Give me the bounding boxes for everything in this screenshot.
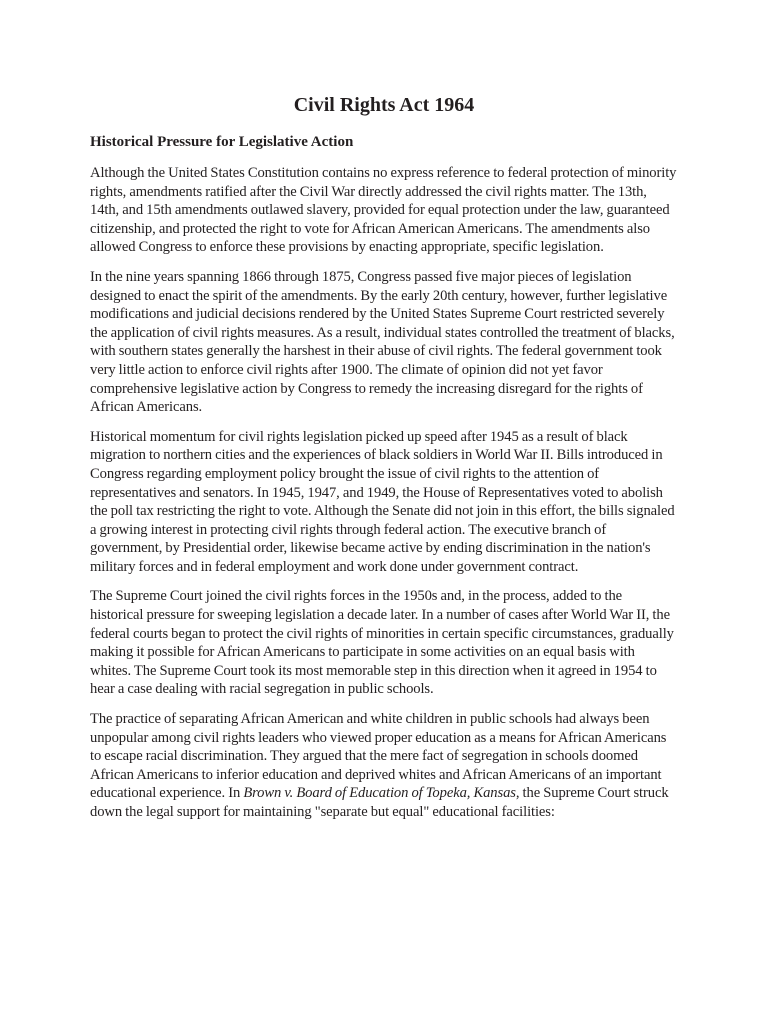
case-name: Brown v. Board of Education of Topeka, Kansas [243, 785, 516, 802]
paragraph-3: Historical momentum for civil rights legislation picked up speed after 1945 as a result of black migration to northern cities and the experiences of black soldiers in World War II. Bills introduced in Congress regarding employment policy brought the issue of civil rights to the attention of representatives and senators. In 1945, 1947, and 1949, the House of Representatives voted to abolish the poll tax restricting the right to vote. Although the Senate did not join in this effort, the bills signaled a growing interest in protecting civil rights through federal action. The executive branch of government, by Presidential order, likewise became active by ending discrimination in the nation's military forces and in federal employment and work done under government contract. [90, 428, 675, 575]
paragraph-5-text-before: The practice of separating African American and white children in public schools had always been unpopular among civil rights leaders who viewed proper education as a means for African Americans to escape racial discrimination. They argued that the mere fact of segregation in schools doomed African Americans to inferior education and deprived whites and African Americans of an important educational experience. In [90, 711, 667, 802]
paragraph-4: The Supreme Court joined the civil rights forces in the 1950s and, in the process, added to the historical pressure for sweeping legislation a decade later. In a number of cases after World War II, the federal courts began to protect the civil rights of minorities in certain specific circumstances, gradually making it possible for African Americans to participate in some activities on an equal basis with whites. The Supreme Court took its most memorable step in this direction when it agreed in 1954 to hear a case dealing with racial segregation in public schools. [90, 588, 674, 698]
paragraph-5 [90, 710, 678, 822]
paragraph-2: In the nine years spanning 1866 through 1875, Congress passed five major pieces of legislation designed to enact the spirit of the amendments. By the early 20th century, however, further legislative modifications and judicial decisions rendered by the United States Supreme Court restricted severely the application of civil rights measures. As a result, individual states controlled the treatment of blacks, with southern states generally the harshest in their abuse of civil rights. The federal government took very little action to enforce civil rights after 1900. The climate of opinion did not yet favor comprehensive legislative action by Congress to remedy the increasing disregard for the rights of African Americans. [90, 268, 675, 416]
document-page [90, 92, 678, 833]
section-heading: Historical Pressure for Legislative Action [90, 134, 354, 150]
paragraph-5-text-after: , the Supreme Court struck down the legal support for maintaining "separate but equal" educational facilities: [90, 785, 669, 820]
paragraph-1: Although the United States Constitution contains no express reference to federal protection of minority rights, amendments ratified after the Civil War directly addressed the civil rights matter. The 13th, 14th, and 15th amendments outlawed slavery, provided for equal protection under the law, guaranteed citizenship, and protected the right to vote for African American Americans. The amendments also allowed Congress to enforce these provisions by enacting appropriate, specific legislation. [90, 165, 677, 256]
document-title: Civil Rights Act 1964 [293, 94, 475, 116]
